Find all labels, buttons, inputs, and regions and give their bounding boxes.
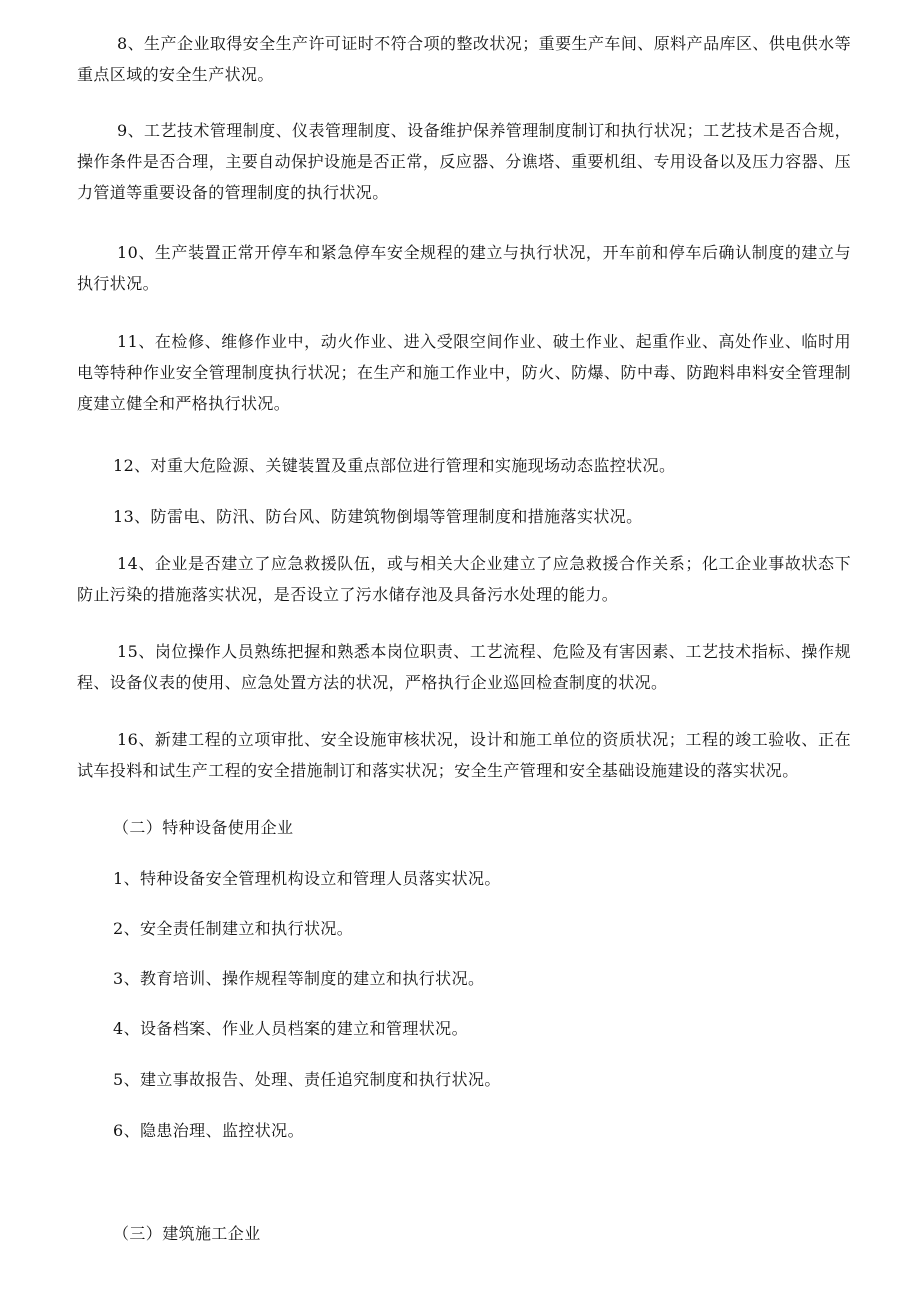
paragraph-item-12: 12、对重大危险源、关键装置及重点部位进行管理和实施现场动态监控状况。 (113, 456, 676, 475)
paragraph-s2-item-5: 5、建立事故报告、处理、责任追究制度和执行状况。 (113, 1070, 501, 1089)
paragraph-s2-item-4: 4、设备档案、作业人员档案的建立和管理状况。 (113, 1019, 468, 1038)
section-heading-construction: （三）建筑施工企业 (113, 1224, 261, 1243)
paragraph-s2-item-3: 3、教育培训、操作规程等制度的建立和执行状况。 (113, 969, 485, 988)
paragraph-item-14: 14、企业是否建立了应急救援队伍，或与相关大企业建立了应急救援合作关系；化工企业事故状态下防止污染的措施落实状况，是否设立了污水储存池及具备污水处理的能力。 (77, 554, 851, 604)
paragraph-item-11: 11、在检修、维修作业中，动火作业、进入受限空间作业、破土作业、起重作业、高处作业、临时用电等特种作业安全管理制度执行状况；在生产和施工作业中，防火、防爆、防中毒、防跑料串料安全管理制度建立健全和严格执行状况。 (77, 332, 851, 413)
paragraph-s2-item-1: 1、特种设备安全管理机构设立和管理人员落实状况。 (113, 869, 501, 888)
paragraph-s2-item-2: 2、安全责任制建立和执行状况。 (113, 919, 354, 938)
paragraph-item-13: 13、防雷电、防汛、防台风、防建筑物倒塌等管理制度和措施落实状况。 (113, 507, 643, 526)
section-heading-special-equipment: （二）特种设备使用企业 (113, 818, 294, 837)
paragraph-item-9: 9、工艺技术管理制度、仪表管理制度、设备维护保养管理制度制订和执行状况；工艺技术是否合规，操作条件是否合理，主要自动保护设施是否正常，反应器、分谯塔、重要机组、专用设备以及压力容器、压力管道等重要设备的管理制度的执行状况。 (77, 121, 851, 202)
paragraph-item-8: 8、生产企业取得安全生产许可证时不符合项的整改状况；重要生产车间、原料产品库区、供电供水等重点区域的安全生产状况。 (77, 34, 851, 84)
paragraph-item-15: 15、岗位操作人员熟练把握和熟悉本岗位职责、工艺流程、危险及有害因素、工艺技术指标、操作规程、设备仪表的使用、应急处置方法的状况，严格执行企业巡回检查制度的状况。 (77, 642, 851, 692)
paragraph-item-16: 16、新建工程的立项审批、安全设施审核状况，设计和施工单位的资质状况；工程的竣工验收、正在试车投料和试生产工程的安全措施制订和落实状况；安全生产管理和安全基础设施建设的落实状况。 (77, 730, 851, 780)
paragraph-s2-item-6: 6、隐患治理、监控状况。 (113, 1121, 304, 1140)
paragraph-item-10: 10、生产装置正常开停车和紧急停车安全规程的建立与执行状况，开车前和停车后确认制度的建立与执行状况。 (77, 243, 851, 293)
